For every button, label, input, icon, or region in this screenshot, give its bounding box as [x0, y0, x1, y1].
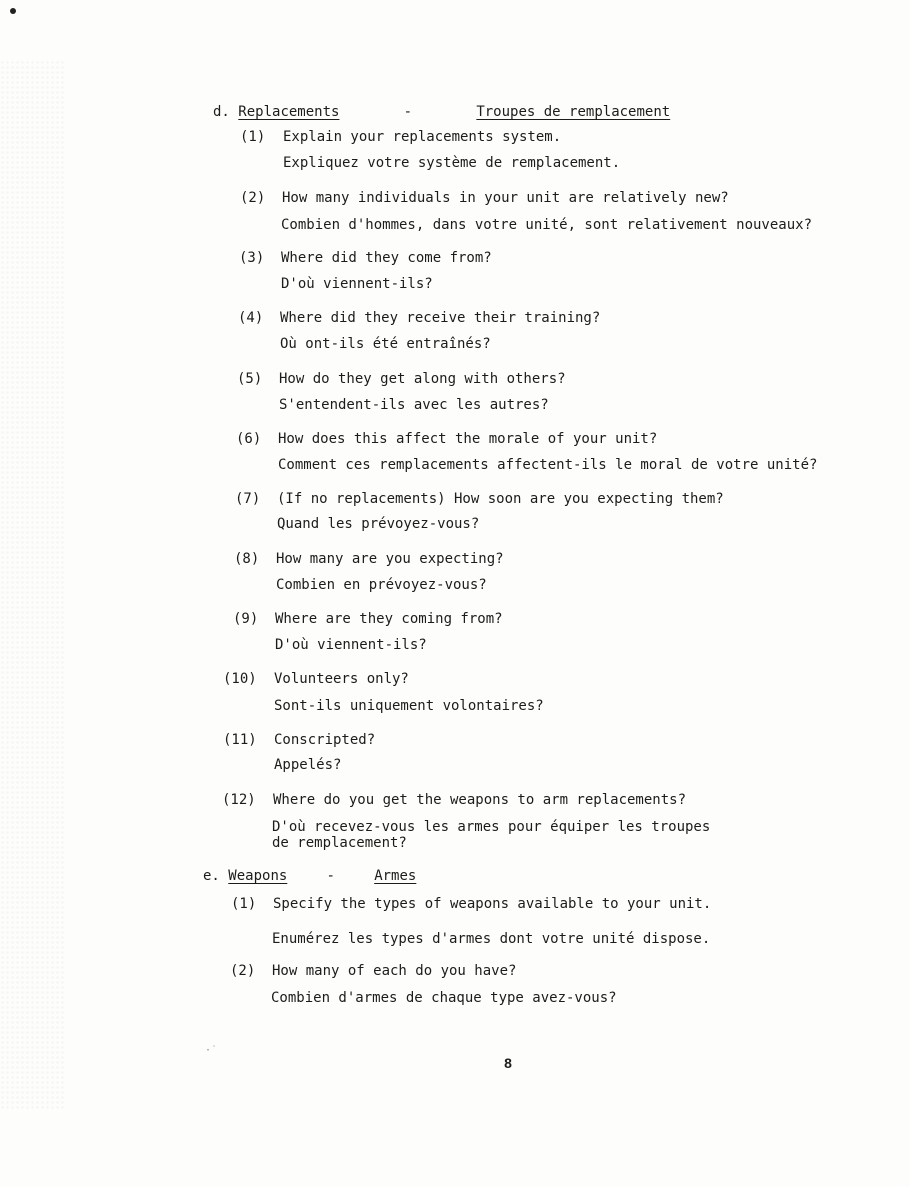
item-question-en: How does this affect the morale of your unit? [278, 431, 658, 447]
page-number: 8 [504, 1055, 512, 1071]
item-question-fr: D'où recevez-vous les armes pour équiper les troupes [272, 819, 711, 835]
section-d-title-fr: Troupes de remplacement [476, 104, 671, 120]
item-question-fr: Où ont-ils été entraînés? [280, 336, 491, 352]
item-number: (1) [231, 896, 257, 912]
item-question-en: Explain your replacements system. [283, 129, 562, 145]
item-question-en: Volunteers only? [274, 671, 409, 687]
item-question-en: How do they get along with others? [279, 371, 566, 387]
item-number: (1) [240, 129, 266, 145]
item-question-fr: Appelés? [274, 757, 342, 773]
section-d-heading [213, 103, 670, 121]
item-question-fr: D'où viennent-ils? [275, 637, 427, 653]
item-number: (3) [239, 250, 265, 266]
item-question-en: (If no replacements) How soon are you expecting them? [277, 491, 724, 507]
section-e-dash: - [326, 868, 335, 884]
item-question-en: Where did they receive their training? [280, 310, 601, 326]
scan-mark: ·˙ [205, 1045, 218, 1056]
item-question-en: Specify the types of weapons available to your unit. [273, 896, 712, 912]
item-question-fr: Sont-ils uniquement volontaires? [274, 698, 544, 714]
section-e-heading [203, 867, 416, 885]
item-question-en: Where do you get the weapons to arm replacements? [273, 792, 687, 808]
item-number: (6) [236, 431, 262, 447]
item-question-en: How many individuals in your unit are relatively new? [282, 190, 729, 206]
section-d-title-en: Replacements [238, 104, 340, 120]
item-question-fr: Combien en prévoyez-vous? [276, 577, 487, 593]
item-number: (9) [233, 611, 259, 627]
item-question-en: How many are you expecting? [276, 551, 504, 567]
item-number: (2) [230, 963, 256, 979]
item-question-fr: Combien d'hommes, dans votre unité, sont relativement nouveaux? [281, 217, 813, 233]
item-question-en: Where did they come from? [281, 250, 492, 266]
section-d-dash: - [403, 104, 413, 120]
item-number: (11) [223, 732, 257, 748]
item-number: (7) [235, 491, 261, 507]
item-question-fr: Quand les prévoyez-vous? [277, 516, 480, 532]
item-number: (10) [223, 671, 257, 687]
item-number: (5) [237, 371, 263, 387]
item-question-fr-continued: de remplacement? [272, 835, 407, 851]
item-question-fr: Expliquez votre système de remplacement. [283, 155, 621, 171]
scan-edge-noise [0, 60, 64, 1110]
section-e-title-fr: Armes [374, 868, 417, 884]
item-question-fr: D'où viennent-ils? [281, 276, 433, 292]
item-number: (12) [222, 792, 256, 808]
item-question-en: How many of each do you have? [272, 963, 517, 979]
section-d-label: d. [213, 104, 230, 120]
item-number: (4) [238, 310, 264, 326]
item-question-en: Conscripted? [274, 732, 376, 748]
scan-speck [10, 8, 16, 14]
item-question-en: Where are they coming from? [275, 611, 503, 627]
section-e-label: e. [203, 868, 220, 884]
item-number: (8) [234, 551, 260, 567]
section-e-title-en: Weapons [228, 868, 288, 884]
item-question-fr: Enumérez les types d'armes dont votre unité dispose. [272, 931, 711, 947]
item-number: (2) [240, 190, 266, 206]
item-question-fr: Combien d'armes de chaque type avez-vous? [271, 990, 617, 1006]
item-question-fr: Comment ces remplacements affectent-ils le moral de votre unité? [278, 457, 818, 473]
item-question-fr: S'entendent-ils avec les autres? [279, 397, 549, 413]
